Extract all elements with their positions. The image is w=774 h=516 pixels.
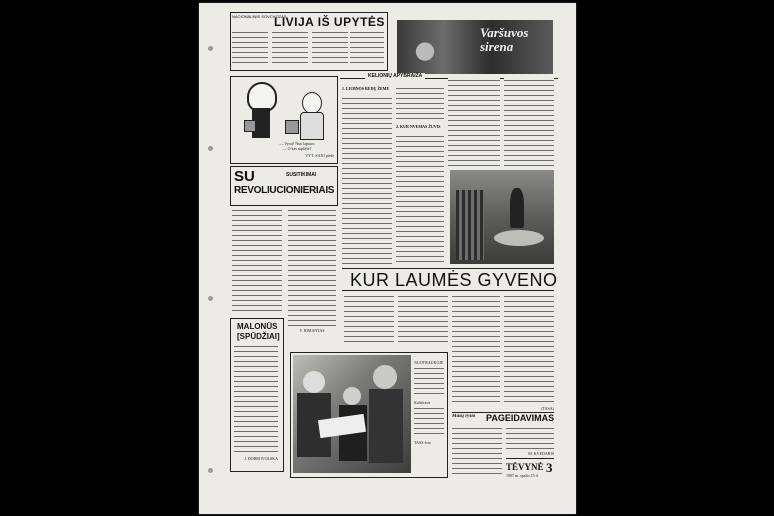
- people-photo: [293, 355, 411, 473]
- travel-text-col: [342, 96, 392, 264]
- cartoon-woman-head: [302, 92, 322, 114]
- cartoon-caption-1: — Vyrai! Nuo lapiuos: [279, 141, 315, 146]
- cartoon-bag-right: [285, 120, 299, 134]
- person-head: [373, 365, 397, 389]
- fountain-statue: [510, 188, 524, 228]
- travel-text-col: [396, 134, 444, 264]
- wish-kicker: Mūsų ryšio: [452, 414, 476, 419]
- person-head: [303, 371, 325, 393]
- person-head: [343, 387, 361, 405]
- top-story-kicker: NACIONALINIS SOVCHOZAS: [232, 14, 287, 19]
- siren-title: Varšuvos sirena: [480, 25, 529, 54]
- top-story-text-col: [312, 30, 348, 66]
- fairies-text-col: [452, 294, 500, 406]
- binding-hole: [208, 146, 213, 151]
- footer-date: 1987 m. spalio 15 d.: [506, 473, 539, 478]
- binding-hole: [208, 46, 213, 51]
- travel-part2-heading: 2. KUR NVEMAS ŽUVIS: [396, 124, 441, 129]
- wish-byline: M. KVEDARIS: [528, 451, 554, 456]
- top-story-text-col: [232, 30, 268, 66]
- top-story-title: LIVIJA IŠ UPYTĖS: [274, 15, 385, 29]
- fairies-rule: [342, 290, 554, 291]
- siren-statue: [405, 30, 445, 66]
- fairies-byline: (TASA): [541, 406, 554, 411]
- fairies-text-col: [344, 294, 394, 346]
- travel-text-col: [448, 78, 500, 168]
- cartoon-caption-2: — O kas suplėšė?: [282, 146, 312, 151]
- travel-text-col: [396, 86, 444, 122]
- top-story-text-col: [272, 30, 308, 66]
- pleasant-title-line1: MALONŪS: [237, 322, 278, 331]
- pleasant-text-col: [234, 344, 278, 452]
- photo-caption-text: [414, 366, 444, 396]
- travel-section-header: KELIONIŲ APYBRAIŽA: [365, 73, 425, 79]
- fairies-text-col: [398, 294, 448, 346]
- revolutionaries-text-col: [232, 208, 282, 312]
- top-story-text-col: [350, 30, 384, 66]
- cartoon-credit: VYT. SAJO piešė: [305, 153, 334, 158]
- pleasant-byline: J. DOBROVOLSKA: [244, 456, 278, 461]
- building-facade: [456, 190, 484, 260]
- travel-text-col: [504, 78, 554, 168]
- wish-text-col: [506, 426, 554, 450]
- footer-rule: [506, 458, 554, 459]
- wish-text-col: [452, 426, 502, 476]
- fountain-photo: [450, 170, 554, 264]
- photo-caption-3: TASS foto: [414, 440, 431, 445]
- revolutionaries-title-line2: REVOLIUCIONIERIAIS: [234, 185, 335, 196]
- revolutionaries-kicker: SUSITIKIMAI: [286, 172, 317, 178]
- revolutionaries-title-line1: SU: [234, 168, 255, 185]
- fairies-title: KUR LAUMĖS GYVENO: [350, 270, 558, 290]
- revolutionaries-text-col: [288, 208, 336, 326]
- photo-caption-1: NUOTRAUKOJE: [414, 360, 444, 365]
- footer-paper-name: TĖVYNĖ: [506, 462, 544, 472]
- binding-hole: [208, 468, 213, 473]
- revolutionaries-byline: V. RIMANTAS: [299, 328, 325, 333]
- pleasant-title-line2: [SPŪDŽIAI]: [237, 332, 280, 341]
- photo-caption-text: [414, 406, 444, 436]
- fountain-basin: [494, 230, 544, 246]
- cartoon-bag-left: [244, 120, 256, 132]
- cartoon-woman-body: [300, 112, 324, 140]
- photo-caption-2: Kultūrinis: [414, 400, 431, 405]
- fairies-rule: [342, 268, 554, 269]
- person-body: [369, 389, 403, 463]
- travel-part1-heading: 1. LIUBNOS REDŲ ŽEME: [342, 86, 390, 91]
- wish-title: PAGEIDAVIMAS: [486, 413, 555, 423]
- footer-page-number: 3: [546, 460, 553, 475]
- binding-hole: [208, 296, 213, 301]
- fairies-text-col: [504, 294, 554, 404]
